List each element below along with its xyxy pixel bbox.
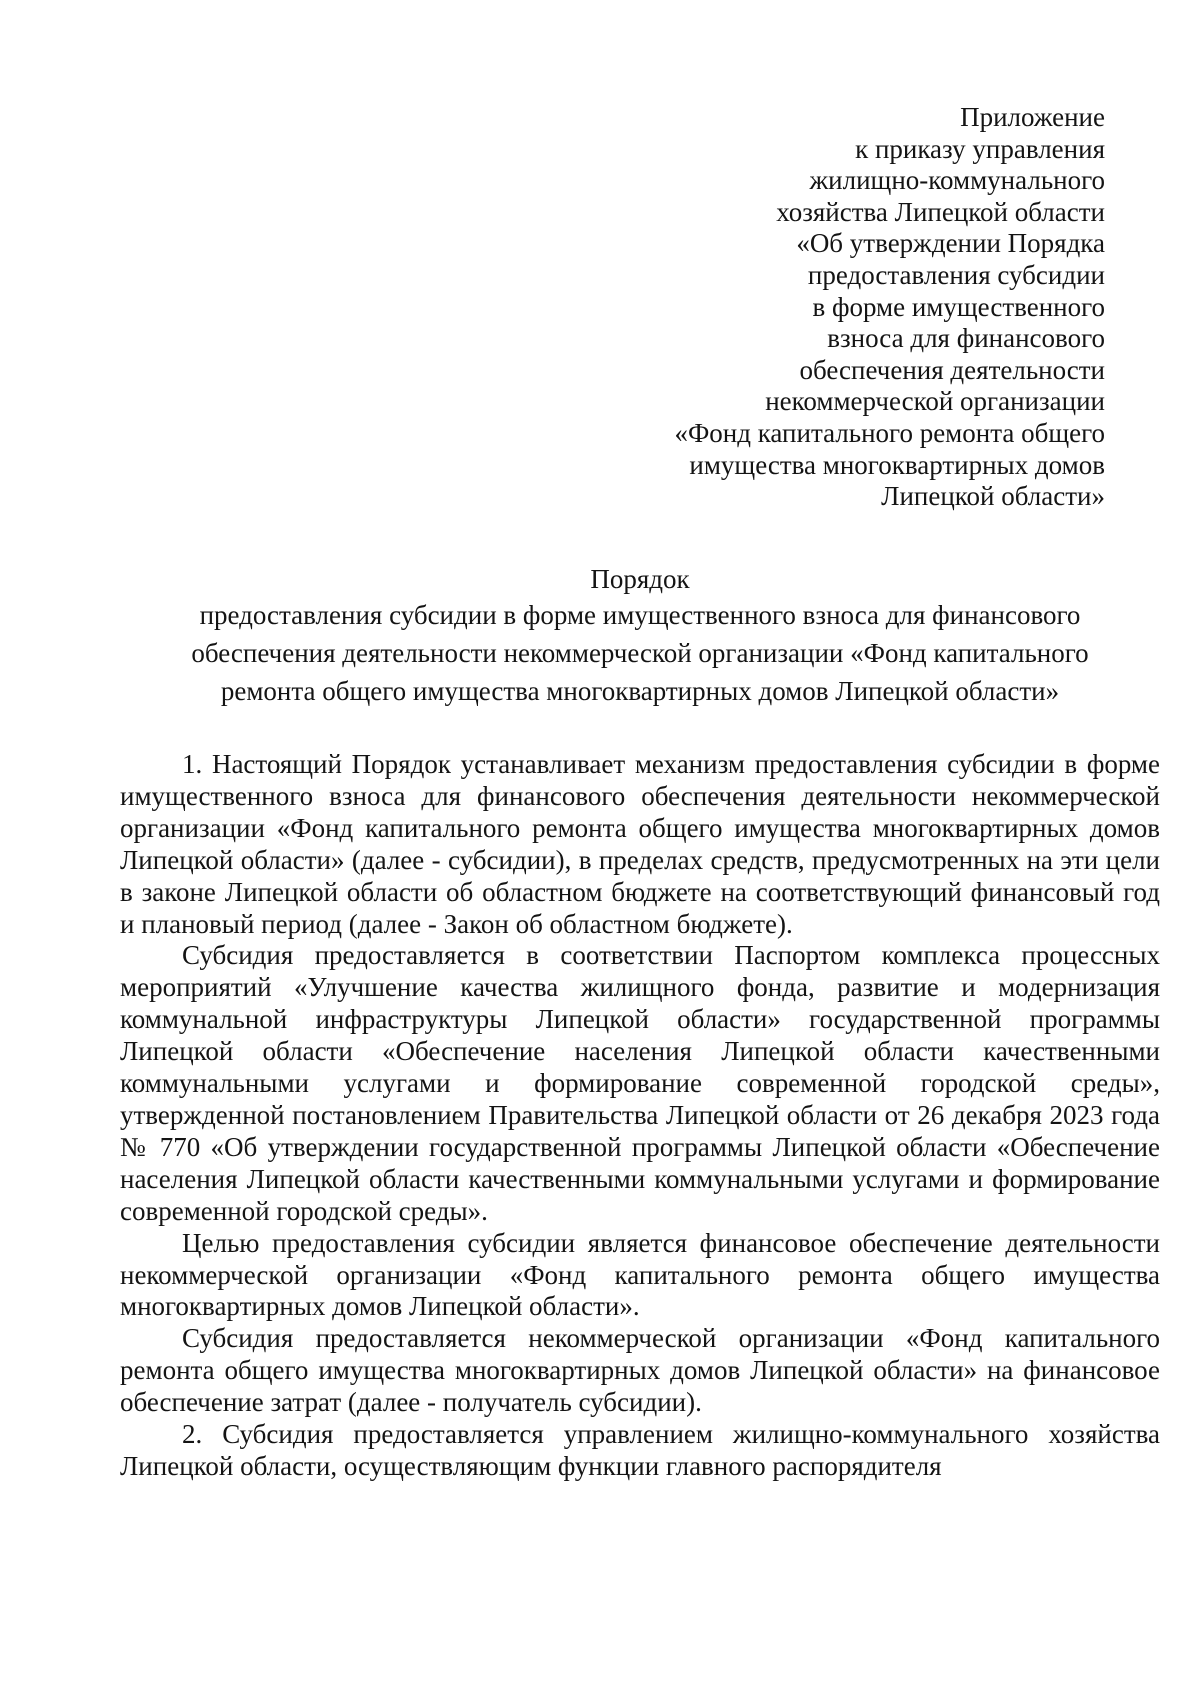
appendix-header bbox=[674, 102, 1105, 513]
appendix-line: в форме имущественного bbox=[812, 291, 1105, 322]
subtitle-line: обеспечения деятельности некоммерческой организации «Фонд капитального bbox=[191, 638, 1089, 668]
appendix-line: хозяйства Липецкой области bbox=[776, 196, 1105, 227]
document-body bbox=[120, 749, 1160, 1483]
paragraph-1: 1. Настоящий Порядок устанавливает механизм предоставления субсидии в форме имущественного взноса для финансового обеспечения деятельности некоммерческой организации «Фонд капитального ремонта общего имущества многоквартирных домов Липецкой области» (далее - субсидии), в пределах средств, предусмотренных на эти цели в законе Липецкой области об областном бюджете на соответствующий финансовый год и плановый период (далее - Закон об областном бюджете). bbox=[120, 749, 1160, 939]
appendix-line: некоммерческой организации bbox=[765, 386, 1105, 417]
appendix-line: взноса для финансового bbox=[827, 323, 1105, 354]
document-subtitle bbox=[120, 596, 1160, 710]
appendix-line: обеспечения деятельности bbox=[799, 354, 1105, 385]
paragraph-4: Субсидия предоставляется некоммерческой организации «Фонд капитального ремонта общего имущества многоквартирных домов Липецкой области» на финансовое обеспечение затрат (далее - получатель субсидии). bbox=[120, 1323, 1160, 1418]
appendix-line: предоставления субсидии bbox=[807, 259, 1105, 290]
appendix-line: Приложение bbox=[960, 102, 1105, 132]
document-heading bbox=[120, 562, 1160, 710]
document-title: Порядок bbox=[590, 564, 690, 594]
appendix-line: «Об утверждении Порядка bbox=[796, 228, 1105, 259]
paragraph-5: 2. Субсидия предоставляется управлением жилищно-коммунального хозяйства Липецкой области, осуществляющим функции главного распорядителя bbox=[120, 1419, 1160, 1481]
subtitle-line: предоставления субсидии в форме имущественного взноса для финансового bbox=[199, 600, 1081, 630]
paragraph-2: Субсидия предоставляется в соответствии Паспортом комплекса процессных мероприятий «Улучшение качества жилищного фонда, развитие и модернизация коммунальной инфраструктуры Липецкой области» государственной программы Липецкой области «Обеспечение населения Липецкой области качественными коммунальными услугами и формирование современной городской среды», утвержденной постановлением Правительства Липецкой области от 26 декабря 2023 года № 770 «Об утверждении государственной программы Липецкой области «Обеспечение населения Липецкой области качественными коммунальными услугами и формирование современной городской среды». bbox=[120, 940, 1160, 1226]
paragraph-3: Целью предоставления субсидии является финансовое обеспечение деятельности некоммерческой организации «Фонд капитального ремонта общего имущества многоквартирных домов Липецкой области». bbox=[120, 1227, 1160, 1322]
appendix-line: к приказу управления bbox=[855, 133, 1105, 164]
appendix-line: жилищно-коммунального bbox=[809, 165, 1105, 196]
appendix-line: Липецкой области» bbox=[881, 481, 1105, 512]
appendix-line: «Фонд капитального ремонта общего bbox=[674, 417, 1105, 448]
appendix-line: имущества многоквартирных домов bbox=[689, 449, 1105, 480]
subtitle-line: ремонта общего имущества многоквартирных домов Липецкой области» bbox=[220, 676, 1060, 706]
